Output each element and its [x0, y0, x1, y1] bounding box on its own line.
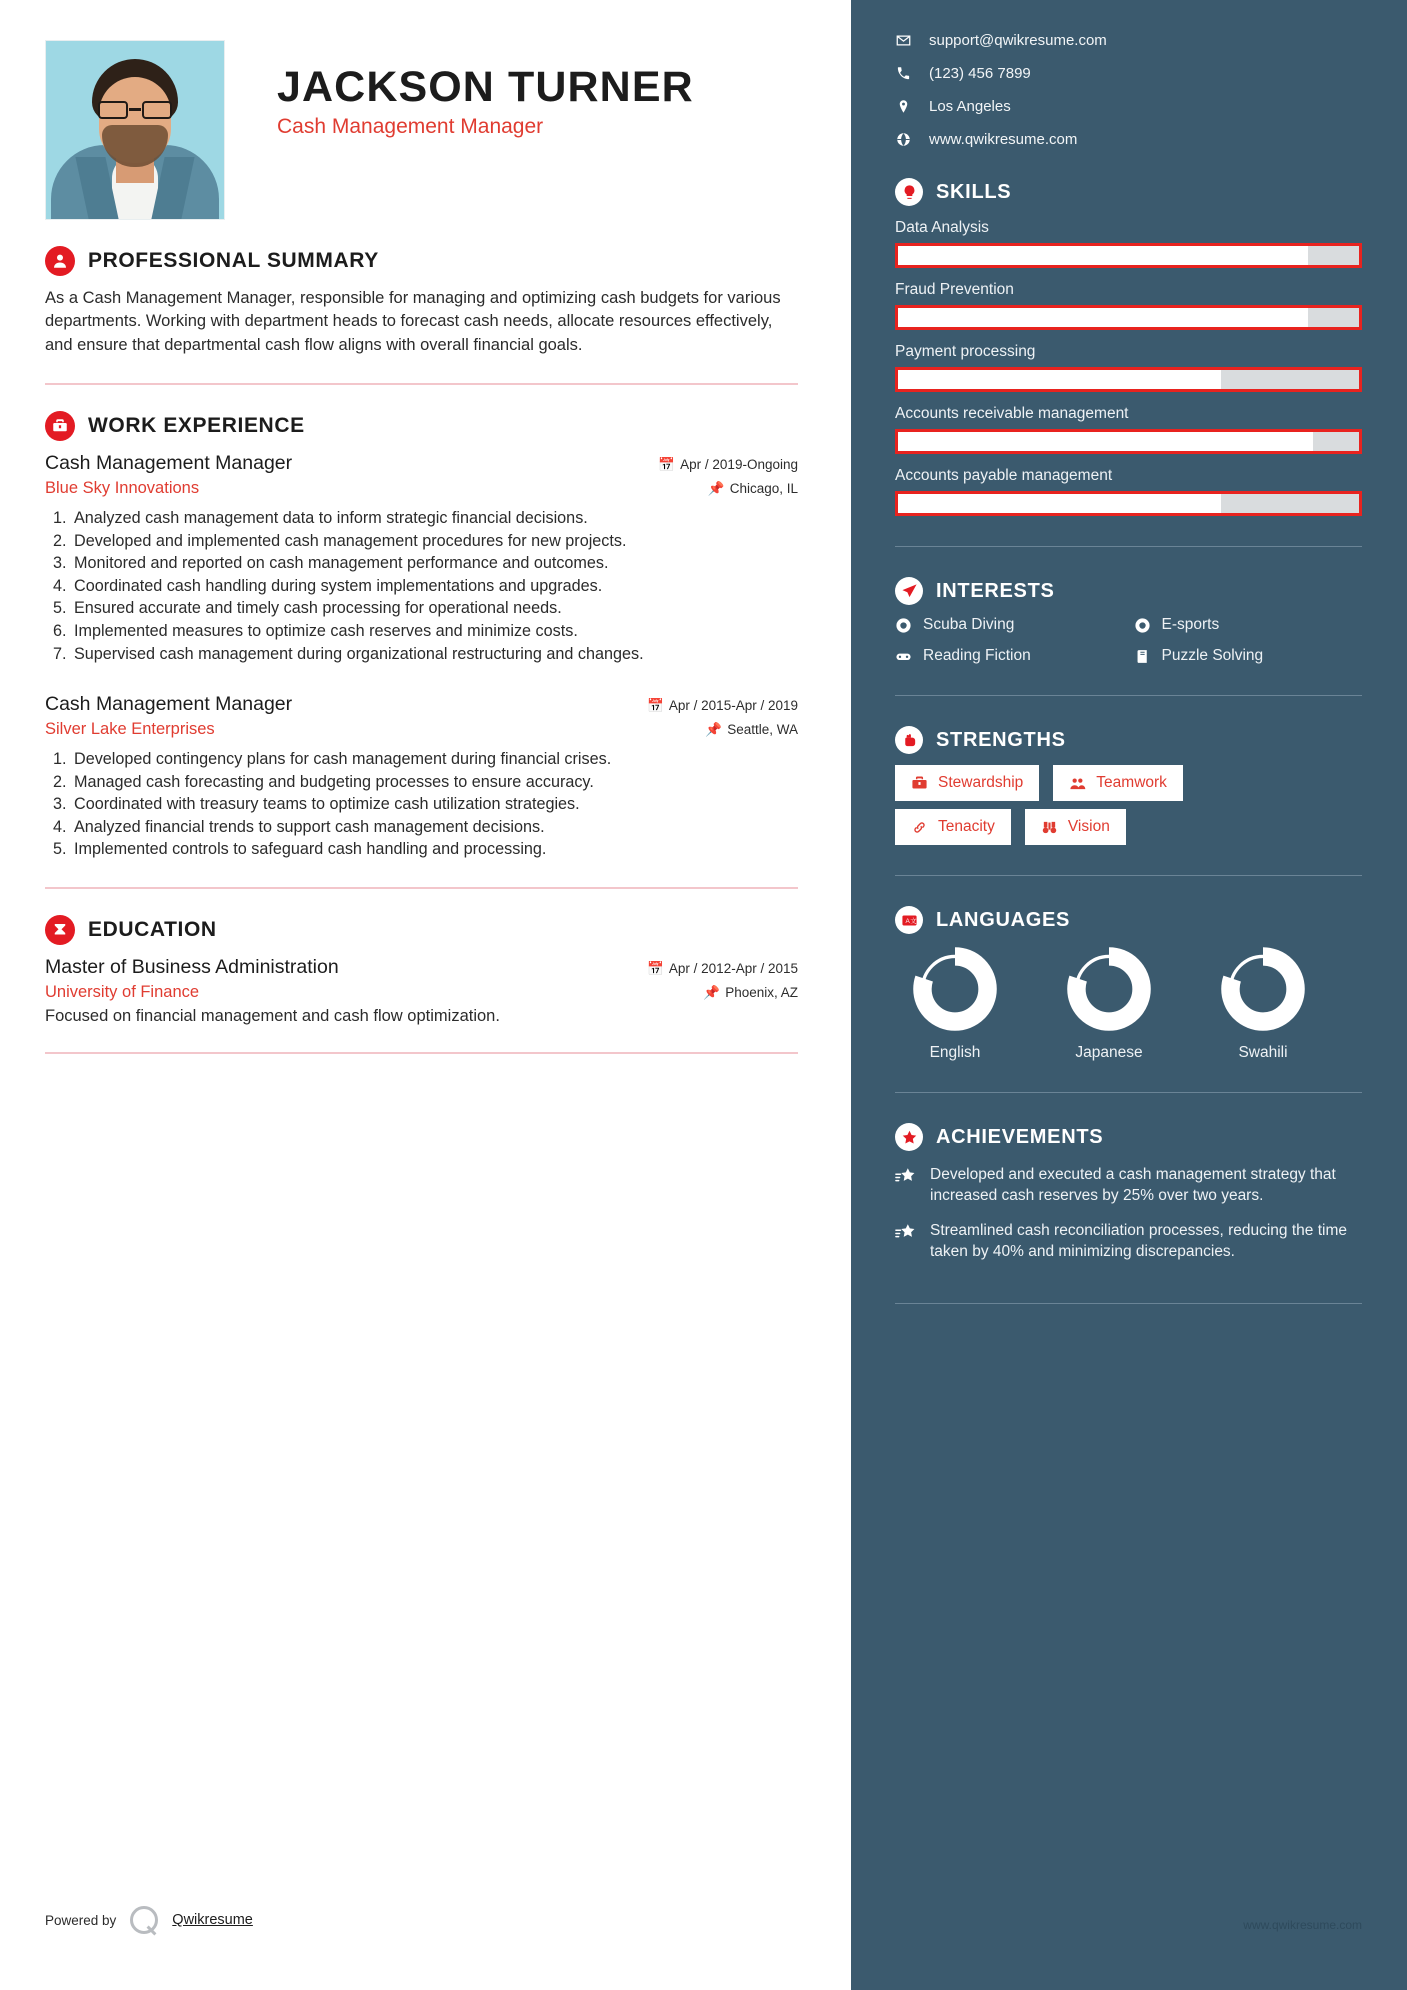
contact-website[interactable] — [895, 131, 1362, 148]
contact-location-text: Los Angeles — [929, 98, 1011, 115]
language-donut — [1220, 946, 1306, 1032]
candidate-role: Cash Management Manager — [277, 115, 544, 139]
skill-bar — [895, 367, 1362, 392]
achievement-item: Streamlined cash reconciliation processes, reducing the time taken by 40% and minimizing discrepancies. — [895, 1220, 1362, 1263]
divider — [45, 1052, 798, 1054]
job-location: 📌 Chicago, IL — [707, 481, 798, 497]
skill-item — [895, 281, 1362, 330]
language-donut — [912, 946, 998, 1032]
footer-branding — [45, 1906, 253, 1934]
contact-website-text: www.qwikresume.com — [929, 131, 1078, 148]
map-pin-icon — [895, 99, 911, 114]
svg-text:A: A — [905, 917, 910, 925]
contact-location — [895, 98, 1362, 115]
section-education — [45, 915, 798, 1054]
shooting-star-icon — [895, 1222, 917, 1244]
briefcase-icon — [911, 775, 928, 792]
education-description: Focused on financial management and cash flow optimization. — [45, 1006, 500, 1025]
education-heading — [45, 915, 798, 945]
contact-email-text: support@qwikresume.com — [929, 32, 1107, 49]
candidate-name: JACKSON TURNER — [277, 63, 694, 111]
skill-bar — [895, 491, 1362, 516]
skill-item — [895, 467, 1362, 516]
skill-label: Accounts payable management — [895, 467, 1113, 484]
job-company: Blue Sky Innovations — [45, 479, 200, 498]
contact-email[interactable] — [895, 32, 1362, 49]
strengths-title: STRENGTHS — [936, 728, 1066, 751]
user-icon — [45, 246, 75, 276]
achievements-title: ACHIEVEMENTS — [936, 1125, 1104, 1148]
section-achievements — [895, 1123, 1362, 1304]
skill-label: Accounts receivable management — [895, 405, 1129, 422]
fist-icon — [895, 726, 923, 754]
bullet: 5. Ensured accurate and timely cash processing for operational needs. — [71, 598, 798, 620]
summary-heading — [45, 246, 798, 276]
job-dates: 📅 Apr / 2019-Ongoing — [658, 457, 798, 473]
graduation-icon — [45, 915, 75, 945]
work-heading — [45, 411, 798, 441]
link-icon — [911, 819, 928, 836]
column-gap — [843, 0, 851, 1990]
skill-item — [895, 219, 1362, 268]
life-ring-icon — [1134, 617, 1151, 634]
language-item: Japanese — [1049, 946, 1169, 1062]
education-title: EDUCATION — [88, 917, 217, 941]
section-skills — [895, 178, 1362, 547]
star-badge-icon — [895, 1123, 923, 1151]
language-item: English — [895, 946, 1015, 1062]
calendar-icon: 📅 — [647, 960, 664, 976]
summary-text: As a Cash Management Manager, responsible for managing and optimizing cash budgets for various departments. Working with department heads to forecast cash needs, allocate resources effectively, and ensure that departmental cash flow aligns with overall financial goals. — [45, 289, 781, 354]
qwikresume-link[interactable]: Qwikresume — [172, 1912, 253, 1928]
section-strengths — [895, 726, 1362, 876]
achievements-heading — [895, 1123, 1362, 1151]
interests-heading — [895, 577, 1362, 605]
bullet: 5. Implemented controls to safeguard cash handling and processing. — [71, 839, 798, 861]
strength-chip: Tenacity — [895, 809, 1011, 845]
job-bullets — [45, 508, 798, 665]
school: University of Finance — [45, 982, 200, 1001]
interests-title: INTERESTS — [936, 579, 1055, 602]
job-location: 📌 Seattle, WA — [705, 722, 798, 738]
strength-chip: Vision — [1025, 809, 1126, 845]
bullet: 3. Coordinated with treasury teams to optimize cash utilization strategies. — [71, 794, 798, 816]
achievement-item: Developed and executed a cash management strategy that increased cash reserves by 25% over two years. — [895, 1164, 1362, 1207]
work-title: WORK EXPERIENCE — [88, 414, 305, 438]
pin-icon: 📌 — [703, 984, 721, 1000]
divider — [45, 887, 798, 889]
bullet: 4. Analyzed financial trends to support cash management decisions. — [71, 817, 798, 839]
binoculars-icon — [1041, 819, 1058, 836]
job-bullets — [45, 749, 798, 861]
pin-icon: 📌 — [705, 722, 723, 738]
calendar-icon: 📅 — [647, 698, 664, 714]
languages-title: LANGUAGES — [936, 908, 1071, 931]
bullet: 7. Supervised cash management during organizational restructuring and changes. — [71, 644, 798, 666]
sidebar-divider — [895, 1092, 1362, 1093]
bullet: 1. Analyzed cash management data to inform strategic financial decisions. — [71, 508, 798, 530]
bullet: 4. Coordinated cash handling during system implementations and upgrades. — [71, 576, 798, 598]
skill-label: Payment processing — [895, 343, 1036, 360]
job-dates: 📅 Apr / 2015-Apr / 2019 — [647, 698, 798, 714]
envelope-icon — [895, 33, 911, 48]
interest-item: Reading Fiction — [895, 647, 1124, 665]
degree: Master of Business Administration — [45, 955, 339, 978]
resume-header — [45, 40, 798, 220]
section-professional-summary — [45, 246, 798, 385]
bullet: 2. Developed and implemented cash management procedures for new projects. — [71, 531, 798, 553]
strength-chip: Stewardship — [895, 765, 1039, 801]
section-languages — [895, 906, 1362, 1093]
globe-icon — [895, 132, 911, 147]
skill-fill — [898, 308, 1308, 327]
section-work-experience — [45, 411, 798, 889]
translate-icon — [895, 906, 923, 934]
contact-phone-text: (123) 456 7899 — [929, 65, 1031, 82]
bullet: 2. Managed cash forecasting and budgeting processes to ensure accuracy. — [71, 772, 798, 794]
qwikresume-logo-icon — [130, 1906, 158, 1934]
sidebar-divider — [895, 1303, 1362, 1304]
education-location: 📌 Phoenix, AZ — [703, 984, 798, 1000]
summary-title: PROFESSIONAL SUMMARY — [88, 249, 379, 272]
users-icon — [1069, 775, 1086, 792]
section-interests — [895, 577, 1362, 696]
strength-chip: Teamwork — [1053, 765, 1183, 801]
pin-icon: 📌 — [707, 481, 725, 497]
languages-heading — [895, 906, 1362, 934]
skill-label: Data Analysis — [895, 219, 989, 236]
sidebar-divider — [895, 695, 1362, 696]
education-entry — [45, 956, 798, 1026]
sidebar-divider — [895, 546, 1362, 547]
education-dates: 📅 Apr / 2012-Apr / 2015 — [647, 960, 798, 976]
job-title: Cash Management Manager — [45, 452, 293, 475]
strengths-heading — [895, 726, 1362, 754]
job-company: Silver Lake Enterprises — [45, 720, 215, 739]
bullet: 1. Developed contingency plans for cash management during financial crises. — [71, 749, 798, 771]
skill-bar — [895, 429, 1362, 454]
book-icon — [1134, 648, 1151, 665]
svg-text:文: 文 — [909, 917, 917, 925]
skills-heading — [895, 178, 1362, 206]
lightbulb-icon — [895, 178, 923, 206]
skill-item — [895, 343, 1362, 392]
interest-item: E-sports — [1134, 616, 1363, 634]
skill-item — [895, 405, 1362, 454]
skill-fill — [898, 494, 1221, 513]
interest-item: Scuba Diving — [895, 616, 1124, 634]
skill-label: Fraud Prevention — [895, 281, 1014, 298]
sidebar-url: www.qwikresume.com — [1243, 1918, 1362, 1932]
job-title: Cash Management Manager — [45, 693, 293, 716]
profile-photo — [45, 40, 225, 220]
life-ring-icon — [895, 617, 912, 634]
skill-fill — [898, 432, 1313, 451]
paper-plane-icon — [895, 577, 923, 605]
briefcase-icon — [45, 411, 75, 441]
skill-bar — [895, 305, 1362, 330]
skill-bar — [895, 243, 1362, 268]
sidebar — [851, 0, 1407, 1990]
sidebar-divider — [895, 875, 1362, 876]
skills-title: SKILLS — [936, 180, 1012, 203]
powered-by-label: Powered by — [45, 1912, 117, 1928]
bullet: 6. Implemented measures to optimize cash reserves and minimize costs. — [71, 621, 798, 643]
bullet: 3. Monitored and reported on cash management performance and outcomes. — [71, 553, 798, 575]
contact-phone[interactable] — [895, 65, 1362, 82]
calendar-icon: 📅 — [658, 457, 676, 473]
name-block — [277, 40, 694, 139]
skill-fill — [898, 370, 1221, 389]
interest-item: Puzzle Solving — [1134, 647, 1363, 665]
work-entry — [45, 693, 798, 861]
work-entry — [45, 452, 798, 665]
gamepad-icon — [895, 648, 912, 665]
language-donut — [1066, 946, 1152, 1032]
skill-fill — [898, 246, 1308, 265]
shooting-star-icon — [895, 1166, 917, 1188]
divider — [45, 383, 798, 385]
language-item: Swahili — [1203, 946, 1323, 1062]
phone-icon — [895, 66, 911, 81]
